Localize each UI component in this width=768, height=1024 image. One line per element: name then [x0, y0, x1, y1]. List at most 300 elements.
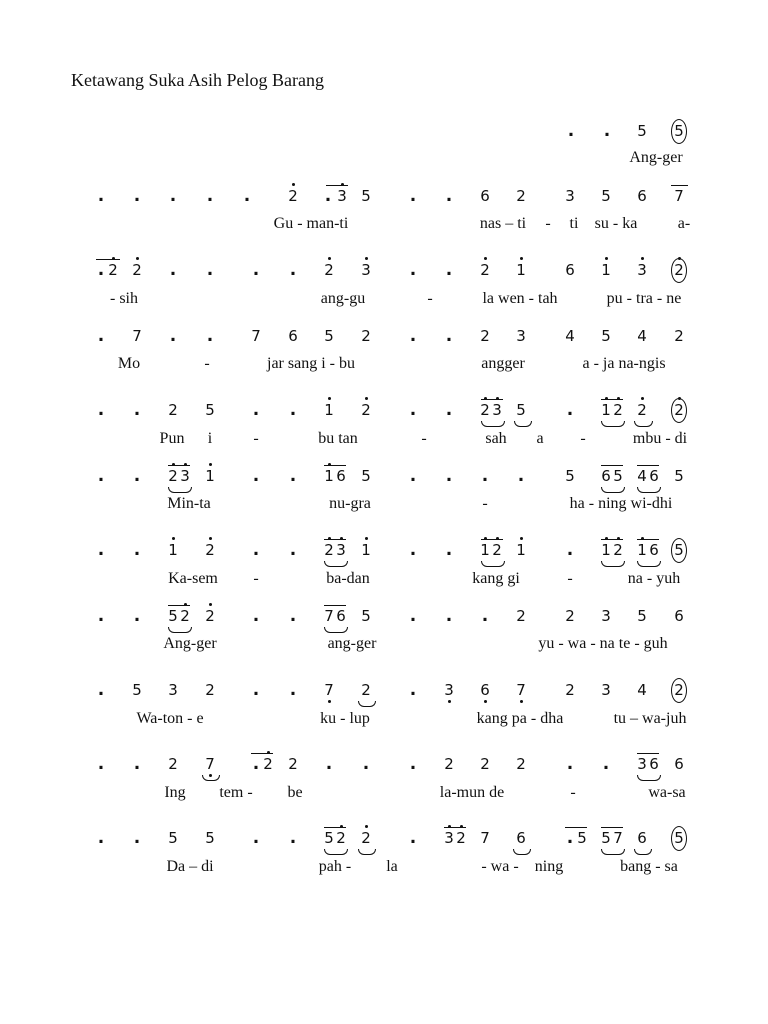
- rest-dot: .: [252, 260, 260, 280]
- rest-dot: .: [206, 260, 214, 280]
- lyric-line: [0, 568, 768, 590]
- slur-mark: [324, 561, 348, 567]
- lyric-syllable: kang gi: [472, 570, 520, 587]
- rest-dot: .: [133, 466, 141, 486]
- lyric-syllable: be: [287, 784, 303, 801]
- rest-dot: .: [289, 828, 297, 848]
- gong-note: 5: [666, 116, 692, 146]
- rest-dot: .: [566, 540, 574, 560]
- rest-dot: .: [567, 121, 575, 141]
- note: 3: [353, 255, 379, 285]
- note: 2: [124, 255, 150, 285]
- rest-dot: .: [252, 680, 260, 700]
- slur-mark: [601, 561, 625, 567]
- note: 1: [508, 255, 534, 285]
- note: 3: [436, 675, 462, 705]
- note: 2: [280, 181, 306, 211]
- slur-mark: [601, 421, 625, 427]
- note: 2: [472, 395, 498, 425]
- note: 1: [508, 535, 534, 565]
- rest-dot: .: [97, 260, 105, 280]
- rest-dot: .: [252, 828, 260, 848]
- note: 2: [484, 535, 510, 565]
- rest-dot: .: [97, 466, 105, 486]
- note: 7: [613, 829, 623, 847]
- note: 5: [324, 327, 334, 345]
- lyric-syllable: angger: [481, 355, 525, 372]
- note: 2: [629, 395, 655, 425]
- rest-dot: .: [252, 540, 260, 560]
- note: 7: [324, 607, 334, 625]
- lyric-syllable: a-: [677, 215, 691, 232]
- lyric-syllable: tem -: [219, 784, 253, 801]
- gong-note: 2: [666, 675, 692, 705]
- note: 5: [601, 327, 611, 345]
- rest-dot: .: [289, 606, 297, 626]
- note: 7: [132, 327, 142, 345]
- beam-line: [324, 605, 346, 606]
- note: 7: [508, 675, 534, 705]
- note: 2: [160, 461, 186, 491]
- lyric-syllable: Ka-sem: [168, 570, 218, 587]
- beam-line: [324, 827, 346, 828]
- note: 6: [601, 467, 611, 485]
- note: 6: [674, 607, 684, 625]
- gong-circle: [671, 398, 687, 423]
- rest-dot: .: [445, 400, 453, 420]
- slur-mark: [637, 775, 661, 781]
- lyric-syllable: sah: [485, 430, 507, 447]
- note: 2: [205, 681, 215, 699]
- slur-mark: [513, 849, 531, 855]
- lyric-line: [0, 708, 768, 730]
- rest-dot: .: [169, 186, 177, 206]
- lyric-syllable: la wen - tah: [482, 290, 558, 307]
- lyric-syllable: la: [386, 858, 398, 875]
- note: 3: [328, 535, 354, 565]
- note: 2: [448, 823, 474, 853]
- gong-note: 2: [666, 395, 692, 425]
- rest-dot: .: [97, 326, 105, 346]
- lyric-line: [0, 428, 768, 450]
- page-title: Ketawang Suka Asih Pelog Barang: [71, 70, 324, 90]
- note: 6: [472, 675, 498, 705]
- lyric-syllable: la-mun de: [439, 784, 505, 801]
- lyric-line: [0, 633, 768, 655]
- note: 6: [649, 467, 659, 485]
- note: 1: [593, 395, 619, 425]
- rest-dot: .: [445, 466, 453, 486]
- note: 1: [160, 535, 186, 565]
- note: 1: [593, 535, 619, 565]
- note: 2: [674, 327, 684, 345]
- lyric-syllable: - sih: [110, 290, 138, 307]
- rest-dot: .: [289, 260, 297, 280]
- note: 3: [329, 181, 355, 211]
- rest-dot: .: [289, 400, 297, 420]
- lyric-syllable: i: [207, 430, 213, 447]
- note: 2: [480, 755, 490, 773]
- note: 5: [565, 467, 575, 485]
- lyric-line: [0, 782, 768, 804]
- rest-dot: .: [133, 400, 141, 420]
- note: 2: [255, 749, 281, 779]
- gong-circle: [671, 678, 687, 703]
- note: 2: [288, 755, 298, 773]
- lyric-syllable: -: [421, 430, 427, 447]
- note: 5: [601, 187, 611, 205]
- rest-dot: .: [289, 540, 297, 560]
- lyric-line: [0, 856, 768, 878]
- lyric-syllable: -: [567, 570, 573, 587]
- lyric-syllable: -: [580, 430, 586, 447]
- rest-dot: .: [324, 186, 332, 206]
- lyric-syllable: pu - tra - ne: [606, 290, 682, 307]
- note: 2: [444, 755, 454, 773]
- rest-dot: .: [252, 400, 260, 420]
- rest-dot: .: [133, 186, 141, 206]
- note: 2: [516, 755, 526, 773]
- note: 2: [605, 535, 631, 565]
- rest-dot: .: [603, 121, 611, 141]
- lyric-syllable: pah -: [318, 858, 352, 875]
- note: 7: [316, 675, 342, 705]
- note: 3: [436, 823, 462, 853]
- note: 5: [637, 122, 647, 140]
- lyric-line: [0, 493, 768, 515]
- note: 3: [565, 187, 575, 205]
- rest-dot: .: [289, 680, 297, 700]
- rest-dot: .: [409, 754, 417, 774]
- note: 3: [516, 327, 526, 345]
- note: 6: [480, 187, 490, 205]
- beam-line: [96, 259, 120, 260]
- rest-dot: .: [97, 754, 105, 774]
- note: 5: [324, 829, 334, 847]
- note: 3: [629, 255, 655, 285]
- note: 4: [565, 327, 575, 345]
- lyric-syllable: ang-ger: [327, 635, 377, 652]
- note: 5: [613, 467, 623, 485]
- note: 2: [353, 395, 379, 425]
- note: 1: [316, 395, 342, 425]
- rest-dot: .: [566, 754, 574, 774]
- note: 2: [565, 681, 575, 699]
- note: 2: [361, 327, 371, 345]
- lyric-syllable: wa-sa: [648, 784, 686, 801]
- rest-dot: .: [252, 754, 260, 774]
- note: 6: [637, 187, 647, 205]
- gong-circle: [671, 538, 687, 563]
- note: 2: [316, 535, 342, 565]
- note: 3: [484, 395, 510, 425]
- beam-line: [601, 539, 623, 540]
- lyric-syllable: Pun: [159, 430, 185, 447]
- rest-dot: .: [97, 400, 105, 420]
- beam-line: [601, 399, 623, 400]
- beam-line: [481, 399, 503, 400]
- note: 3: [601, 607, 611, 625]
- lyric-syllable: -: [427, 290, 433, 307]
- lyric-syllable: mbu - di: [632, 430, 688, 447]
- lyric-syllable: Wa-ton - e: [136, 710, 204, 727]
- note: 2: [353, 823, 379, 853]
- note: 6: [516, 829, 526, 847]
- note: 5: [168, 829, 178, 847]
- rest-dot: .: [481, 466, 489, 486]
- rest-dot: .: [517, 466, 525, 486]
- note: 5: [132, 681, 142, 699]
- lyric-syllable: ti: [569, 215, 579, 232]
- notation-line: [0, 675, 768, 705]
- rest-dot: .: [445, 606, 453, 626]
- note: 1: [472, 535, 498, 565]
- slur-mark: [634, 421, 653, 427]
- slur-mark: [481, 421, 505, 427]
- beam-line: [601, 827, 623, 828]
- lyric-syllable: -: [253, 570, 259, 587]
- note: 2: [172, 601, 198, 631]
- beam-line: [251, 753, 273, 754]
- gong-note: 5: [666, 535, 692, 565]
- note: 2: [100, 255, 126, 285]
- beam-line: [168, 465, 190, 466]
- rest-dot: .: [409, 606, 417, 626]
- rest-dot: .: [445, 326, 453, 346]
- lyric-syllable: ang-gu: [320, 290, 366, 307]
- note: 2: [565, 607, 575, 625]
- beam-line: [601, 465, 623, 466]
- rest-dot: .: [169, 260, 177, 280]
- slur-mark: [358, 849, 376, 855]
- beam-line: [324, 539, 346, 540]
- note: 2: [472, 255, 498, 285]
- rest-dot: .: [169, 326, 177, 346]
- lyric-syllable: - wa -: [481, 858, 519, 875]
- lyric-syllable: jar sang i - bu: [267, 355, 355, 372]
- beam-line: [565, 827, 587, 828]
- lyric-syllable: a - ja na-ngis: [582, 355, 666, 372]
- lyric-syllable: Ing: [164, 784, 186, 801]
- lyric-syllable: -: [570, 784, 576, 801]
- lyric-syllable: Ang-ger: [629, 149, 683, 166]
- note: 6: [336, 607, 346, 625]
- lyric-line: [0, 353, 768, 375]
- note: 7: [480, 829, 490, 847]
- note: 5: [637, 607, 647, 625]
- notation-line: [0, 395, 768, 425]
- note: 3: [601, 681, 611, 699]
- notation-line: [0, 601, 768, 631]
- note: 2: [197, 601, 223, 631]
- rest-dot: .: [409, 260, 417, 280]
- slur-mark: [202, 775, 220, 781]
- note: 5: [205, 401, 215, 419]
- gong-circle: [671, 826, 687, 851]
- rest-dot: .: [243, 186, 251, 206]
- note: 2: [361, 681, 371, 699]
- notation-line: [0, 181, 768, 211]
- lyric-syllable: Da – di: [166, 858, 214, 875]
- rest-dot: .: [409, 400, 417, 420]
- note: 3: [168, 681, 178, 699]
- note: 2: [168, 755, 178, 773]
- slur-mark: [637, 561, 661, 567]
- notation-line: [0, 461, 768, 491]
- slur-mark: [358, 701, 376, 707]
- note: 1: [353, 535, 379, 565]
- note: 6: [336, 467, 346, 485]
- rest-dot: .: [566, 400, 574, 420]
- note: 5: [601, 829, 611, 847]
- note: 2: [516, 187, 526, 205]
- rest-dot: .: [206, 326, 214, 346]
- note: 5: [361, 467, 371, 485]
- lyric-syllable: bu tan: [318, 430, 358, 447]
- note: 7: [251, 327, 261, 345]
- lyric-syllable: Mo: [117, 355, 141, 372]
- gong-note: 5: [666, 823, 692, 853]
- slur-mark: [634, 849, 652, 855]
- note: 3: [172, 461, 198, 491]
- note: 2: [480, 327, 490, 345]
- lyric-syllable: -: [482, 495, 488, 512]
- slur-mark: [601, 849, 625, 855]
- notation-line: [0, 255, 768, 285]
- gong-circle: [671, 258, 687, 283]
- notation-line: [0, 116, 768, 146]
- beam-line: [637, 465, 659, 466]
- beam-line: [637, 753, 659, 754]
- beam-line: [481, 539, 503, 540]
- lyric-syllable: yu - wa - na te - guh: [538, 635, 668, 652]
- note: 1: [593, 255, 619, 285]
- lyric-syllable: su - ka: [594, 215, 638, 232]
- rest-dot: .: [325, 754, 333, 774]
- note: 2: [168, 401, 178, 419]
- note: 2: [316, 255, 342, 285]
- note: 1: [629, 535, 655, 565]
- lyric-syllable: ning: [534, 858, 564, 875]
- note: 1: [197, 461, 223, 491]
- note: 4: [637, 681, 647, 699]
- lyric-line: [0, 147, 768, 169]
- gong-note: 2: [666, 255, 692, 285]
- note: 5: [361, 607, 371, 625]
- rest-dot: .: [252, 466, 260, 486]
- notation-line: [0, 823, 768, 853]
- lyric-syllable: ha - ning wi-dhi: [569, 495, 673, 512]
- lyric-syllable: -: [253, 430, 259, 447]
- rest-dot: .: [362, 754, 370, 774]
- rest-dot: .: [97, 186, 105, 206]
- lyric-syllable: nas – ti: [479, 215, 527, 232]
- lyric-syllable: ku - lup: [320, 710, 370, 727]
- rest-dot: .: [133, 606, 141, 626]
- lyric-syllable: bang - sa: [620, 858, 678, 875]
- slur-mark: [481, 561, 505, 567]
- note: 5: [516, 401, 526, 419]
- note: 3: [637, 755, 647, 773]
- rest-dot: .: [409, 326, 417, 346]
- beam-line: [168, 605, 190, 606]
- note: 4: [637, 467, 647, 485]
- rest-dot: .: [97, 828, 105, 848]
- note: 5: [205, 829, 215, 847]
- slur-mark: [324, 849, 348, 855]
- beam-line: [444, 827, 466, 828]
- rest-dot: .: [133, 540, 141, 560]
- note: 5: [577, 829, 587, 847]
- note: 2: [516, 607, 526, 625]
- beam-line: [326, 185, 348, 186]
- rest-dot: .: [97, 606, 105, 626]
- note: 5: [168, 607, 178, 625]
- notation-line: [0, 749, 768, 779]
- note: 4: [637, 327, 647, 345]
- note: 2: [605, 395, 631, 425]
- beam-line: [671, 185, 688, 186]
- note: 6: [649, 541, 659, 559]
- lyric-syllable: Min-ta: [167, 495, 211, 512]
- note: 5: [361, 187, 371, 205]
- note: 6: [637, 829, 647, 847]
- rest-dot: .: [409, 540, 417, 560]
- rest-dot: .: [97, 540, 105, 560]
- note: 6: [649, 755, 659, 773]
- lyric-syllable: ba-dan: [326, 570, 370, 587]
- rest-dot: .: [97, 680, 105, 700]
- lyric-syllable: nu-gra: [329, 495, 371, 512]
- lyric-syllable: tu – wa-juh: [613, 710, 687, 727]
- rest-dot: .: [445, 186, 453, 206]
- rest-dot: .: [409, 186, 417, 206]
- note: 7: [197, 749, 223, 779]
- gong-circle: [671, 119, 687, 144]
- rest-dot: .: [252, 606, 260, 626]
- lyric-line: [0, 288, 768, 310]
- notation-line: [0, 321, 768, 351]
- lyric-syllable: Gu - man-ti: [273, 215, 349, 232]
- rest-dot: .: [445, 540, 453, 560]
- note: 6: [565, 261, 575, 279]
- rest-dot: .: [133, 754, 141, 774]
- note: 6: [674, 755, 684, 773]
- lyric-syllable: a: [536, 430, 544, 447]
- note: 5: [674, 467, 684, 485]
- slur-mark: [514, 421, 532, 427]
- note: 1: [316, 461, 342, 491]
- lyric-syllable: -: [545, 215, 551, 232]
- lyric-syllable: Ang-ger: [163, 635, 217, 652]
- note: 2: [328, 823, 354, 853]
- beam-line: [637, 539, 659, 540]
- rest-dot: .: [481, 606, 489, 626]
- rest-dot: .: [566, 828, 574, 848]
- rest-dot: .: [206, 186, 214, 206]
- lyric-syllable: kang pa - dha: [476, 710, 564, 727]
- rest-dot: .: [409, 466, 417, 486]
- rest-dot: .: [289, 466, 297, 486]
- beam-line: [324, 465, 346, 466]
- rest-dot: .: [445, 260, 453, 280]
- rest-dot: .: [409, 680, 417, 700]
- note: 7: [674, 187, 684, 205]
- rest-dot: .: [133, 828, 141, 848]
- rest-dot: .: [409, 828, 417, 848]
- rest-dot: .: [602, 754, 610, 774]
- note: 2: [197, 535, 223, 565]
